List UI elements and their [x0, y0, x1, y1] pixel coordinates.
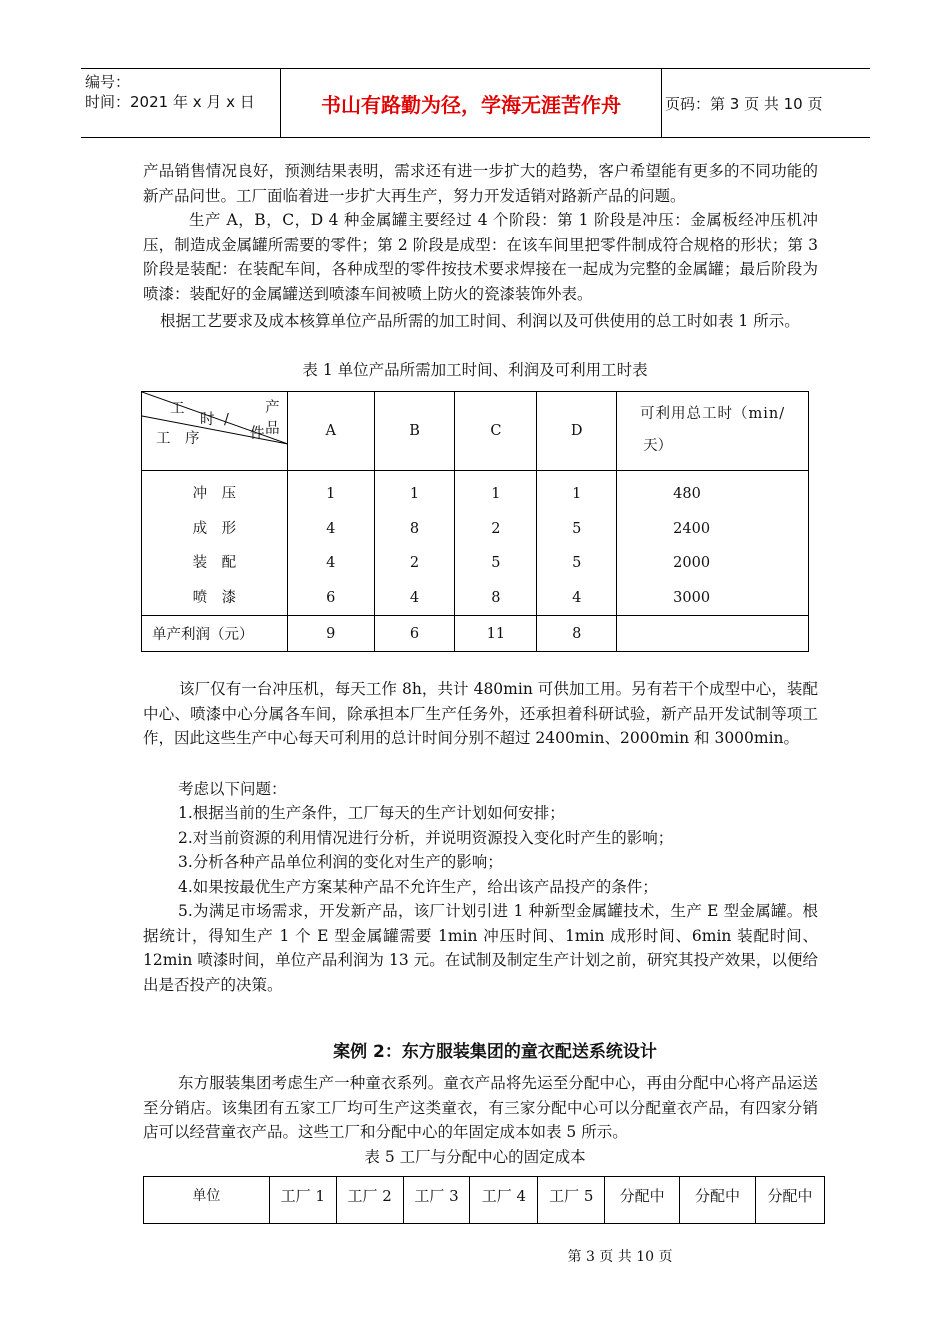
profit-a: 9 [287, 616, 374, 652]
table5-header-dc-2: 分配中 [680, 1177, 756, 1224]
table1-caption: 表 1 单位产品所需加工时间、利润及可利用工时表 [302, 361, 648, 379]
page-header [81, 68, 870, 138]
cell: 1 [409, 486, 420, 502]
cell: 2400 [673, 520, 711, 537]
cell: 1 [491, 486, 501, 502]
paragraph-capacity: 该厂仅有一台冲压机，每天工作 8h，共计 480min 可供加工用。另有若干个成型中心，装配中心、喷漆中心分属各车间，除承担本厂生产任务外，还承担着科研试验，新产品开发试制等项工作，因此这些生产中心每天可利用的总计时间分别不超过 2400min、2000min 和 3000min。 [143, 680, 818, 747]
paragraph-case2-intro: 东方服装集团考虑生产一种童衣系列。童衣产品将先运至分配中心，再由分配中心将产品运送至分销店。该集团有五家工厂均可生产这类童衣，有三家分配中心可以分配童衣产品，有四家分销店可以经营童衣产品。这些工厂和分配中心的年固定成本如表 5 所示。 [143, 1074, 818, 1141]
cell: 5 [572, 520, 582, 537]
cell: 2000 [673, 555, 711, 571]
table1-col-b [374, 471, 455, 616]
cell: 2 [491, 520, 501, 537]
table5-header-row [144, 1177, 825, 1224]
process-stamping: 冲 压 [192, 486, 237, 502]
diag-label-slash: / [224, 412, 229, 428]
table1-col-available [617, 471, 809, 616]
cell: 4 [572, 589, 582, 606]
table5-header-dc-1: 分配中 [605, 1177, 680, 1224]
table1-process-col [142, 471, 288, 616]
profit-available-empty [617, 616, 809, 652]
cell: 3000 [673, 589, 711, 606]
diag-label-process: 工 序 [156, 431, 200, 447]
cell: 1 [326, 486, 336, 502]
consider-heading: 考虑以下问题： [178, 780, 287, 798]
question-4: 4.如果按最优生产方案某种产品不允许生产，给出该产品投产的条件； [178, 878, 658, 896]
table5-header-factory-4: 工厂 4 [470, 1177, 538, 1224]
cell: 8 [491, 589, 501, 606]
table-process-time [141, 391, 809, 652]
cell: 4 [326, 520, 336, 537]
profit-label: 单产利润（元） [142, 616, 288, 652]
header-divider [661, 69, 662, 137]
profit-c: 11 [455, 616, 537, 652]
cell: 8 [409, 520, 420, 537]
diag-label-product: 产品 [265, 400, 280, 437]
profit-d: 8 [537, 616, 617, 652]
cell: 5 [572, 555, 582, 571]
header-number: 编号： [85, 73, 131, 91]
table1-header-d: D [537, 392, 617, 471]
paragraph-sales: 产品销售情况良好，预测结果表明，需求还有进一步扩大的趋势，客户希望能有更多的不同功能的新产品问世。工厂面临着进一步扩大再生产，努力开发适销对路新产品的问题。 [143, 162, 818, 205]
header-meta [85, 72, 255, 112]
table1-col-c [455, 471, 537, 616]
table1-col-d [537, 471, 617, 616]
table5-header-dc-3: 分配中 [755, 1177, 824, 1224]
question-5: 5.为满足市场需求，开发新产品，该厂计划引进 1 种新型金属罐技术，生产 E 型金属罐。根据统计，得知生产 1 个 E 型金属罐需要 1min 冲压时间、1min 成形时间、6min 装配时间、12min 喷漆时间，单位产品利润为 13 元。在试制及制定生产计划之前，研究其投产效果，以便给出是否投产的决策。 [143, 902, 818, 994]
table5-caption: 表 5 工厂与分配中心的固定成本 [364, 1148, 586, 1166]
process-assembly: 装 配 [192, 555, 237, 571]
paragraph-table-intro: 根据工艺要求及成本核算单位产品所需的加工时间、利润以及可供使用的总工时如表 1 所示。 [160, 312, 800, 330]
table1-profit-row [142, 616, 809, 652]
diag-label-shi: 时 [200, 412, 215, 428]
table1-header-b: B [374, 392, 455, 471]
table-fixed-cost [143, 1176, 825, 1224]
cell: 2 [409, 555, 420, 571]
question-3: 3.分析各种产品单位利润的变化对生产的影响； [178, 853, 503, 871]
table1-body-row [142, 471, 809, 616]
diag-label-gong: 工 [170, 401, 185, 417]
table1-diagonal-header [142, 392, 288, 471]
diag-label-jian: 件 [250, 426, 265, 442]
table5-header-factory-1: 工厂 1 [269, 1177, 336, 1224]
table1-header-a: A [287, 392, 374, 471]
header-page-number: 页码：第 3 页 共 10 页 [665, 95, 823, 113]
header-time: 时间：2021 年 x 月 x 日 [85, 93, 255, 111]
process-painting: 喷 漆 [192, 589, 237, 606]
process-forming: 成 形 [192, 520, 237, 537]
table5-header-factory-3: 工厂 3 [403, 1177, 470, 1224]
cell: 4 [326, 555, 336, 571]
header-motto: 书山有路勤为径，学海无涯苦作舟 [321, 93, 621, 117]
available-header-line2: 天） [643, 438, 673, 454]
cell: 6 [326, 589, 336, 606]
cell: 4 [409, 589, 420, 606]
cell: 5 [491, 555, 501, 571]
question-1: 1.根据当前的生产条件，工厂每天的生产计划如何安排； [178, 804, 565, 822]
table1-header-row [142, 392, 809, 471]
question-2: 2.对当前资源的利用情况进行分析，并说明资源投入变化时产生的影响； [178, 829, 674, 847]
page-footer: 第 3 页 共 10 页 [567, 1249, 673, 1265]
paragraph-stages: 生产 A，B，C，D 4 种金属罐主要经过 4 个阶段：第 1 阶段是冲压：金属板经冲压机冲压，制造成金属罐所需要的零件；第 2 阶段是成型：在该车间里把零件制成符合规格的形状；第 3 阶段是装配：在装配车间，各种成型的零件按技术要求焊接在一起成为完整的金属罐；最后阶段为喷漆：装配好的金属罐送到喷漆车间被喷上防火的瓷漆装饰外表。 [143, 211, 818, 303]
table5-header-factory-5: 工厂 5 [538, 1177, 605, 1224]
table5-header-unit: 单位 [144, 1177, 270, 1224]
cell: 480 [673, 486, 701, 502]
table5-header-factory-2: 工厂 2 [336, 1177, 403, 1224]
case-2-title: 案例 2：东方服装集团的童衣配送系统设计 [333, 1042, 657, 1062]
cell: 1 [572, 486, 582, 502]
table1-header-available [617, 392, 809, 471]
available-header-line1: 可利用总工时（min/ [640, 406, 786, 422]
table1-header-c: C [455, 392, 537, 471]
profit-b: 6 [374, 616, 455, 652]
table1-col-a [287, 471, 374, 616]
